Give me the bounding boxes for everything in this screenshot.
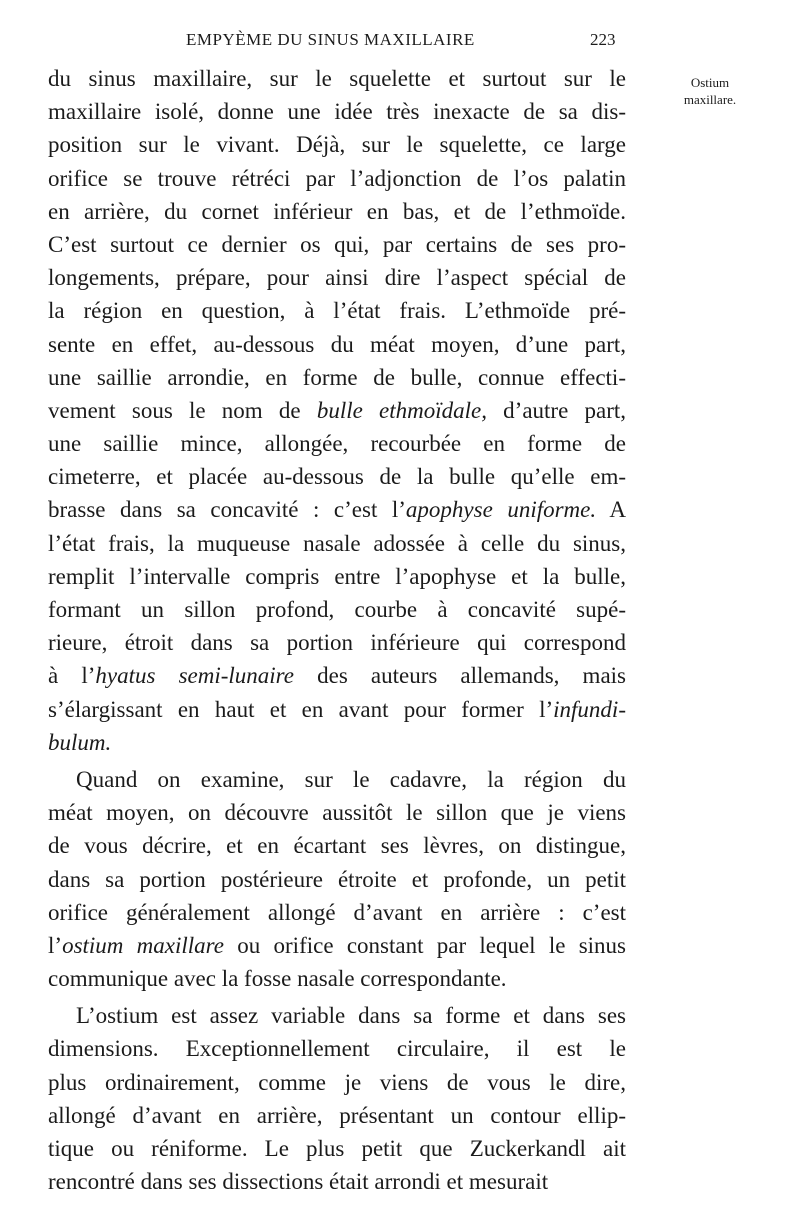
- text-run: l’: [48, 932, 63, 958]
- text-line: [48, 659, 626, 692]
- paragraph: [48, 999, 626, 1198]
- italic-term: ostium maxillare: [62, 932, 224, 958]
- text-line: [48, 62, 626, 95]
- text-run: cimeterre, et placée au-dessous de la bulle qu’elle em-: [48, 464, 626, 490]
- text-run: orifice généralement allongé d’avant en arrière : c’est: [48, 899, 626, 925]
- margin-note-line: maxillare.: [683, 92, 737, 107]
- text-line: [48, 726, 626, 759]
- text-line: [48, 195, 626, 228]
- italic-term: bulle ethmoïdale,: [316, 397, 487, 423]
- italic-term: hyatus semi-lunaire: [95, 663, 294, 689]
- text-run: des auteurs allemands, mais: [293, 663, 626, 689]
- margin-note: [650, 74, 770, 108]
- paragraph: [48, 763, 626, 995]
- text-run: orifice se trouve rétréci par l’adjonction de l’os palatin: [48, 165, 626, 191]
- text-run: position sur le vivant. Déjà, sur le squelette, ce large: [48, 132, 626, 158]
- text-line: [48, 693, 626, 726]
- text-line: [48, 863, 626, 896]
- margin-note-line: Ostium: [690, 75, 730, 90]
- text-run: dimensions. Exceptionnellement circulaire, il est le: [48, 1036, 626, 1062]
- text-run: formant un sillon profond, courbe à concavité supé-: [48, 597, 626, 622]
- text-line: [48, 896, 626, 929]
- text-line: [48, 427, 626, 460]
- text-run: à l’: [48, 663, 96, 689]
- text-run: méat moyen, on découvre aussitôt le sillon que je viens: [48, 800, 626, 826]
- text-run: vement sous le nom de: [48, 397, 317, 423]
- text-line: [48, 361, 626, 394]
- text-line: [48, 95, 626, 128]
- text-line: [48, 328, 626, 361]
- text-run: rieure, étroit dans sa portion inférieure qui correspond: [48, 630, 626, 656]
- text-run: allongé d’avant en arrière, présentant un contour ellip-: [48, 1102, 626, 1128]
- text-run: du sinus maxillaire, sur le squelette et surtout sur le: [48, 66, 626, 91]
- text-line: [48, 1066, 626, 1099]
- text-line: [48, 1099, 626, 1132]
- text-run: sente en effet, au-dessous du méat moyen, d’une part,: [48, 331, 626, 357]
- text-line: [48, 962, 626, 995]
- text-line: [48, 929, 626, 962]
- text-run: d’autre part,: [486, 397, 626, 423]
- body-text: [48, 62, 626, 1198]
- italic-term: bulum.: [48, 729, 112, 755]
- text-run: rencontré dans ses dissections était arrondi et mesurait: [48, 1169, 549, 1195]
- text-line: [48, 626, 626, 659]
- text-line: [48, 460, 626, 493]
- text-run: longements, prépare, pour ainsi dire l’aspect spécial de: [48, 265, 626, 291]
- text-run: plus ordinairement, comme je viens de vous le dire,: [48, 1069, 626, 1095]
- text-line: [48, 394, 626, 427]
- text-run: la région en question, à l’état frais. L’ethmoïde pré-: [48, 298, 626, 324]
- text-line: [48, 228, 626, 261]
- text-line: [48, 1032, 626, 1065]
- italic-term: apophyse uniforme.: [405, 497, 597, 523]
- running-head: EMPYÈME DU SINUS MAXILLAIRE: [186, 30, 475, 49]
- text-line: [48, 999, 626, 1032]
- text-line: [48, 1165, 626, 1198]
- text-run: s’élargissant en haut et en avant pour former l’: [48, 696, 554, 722]
- text-run: A: [596, 497, 626, 523]
- text-line: [48, 763, 626, 796]
- text-run: en arrière, du cornet inférieur en bas, et de l’ethmoïde.: [48, 198, 626, 224]
- text-run: Quand on examine, sur le cadavre, la région du: [76, 766, 626, 792]
- text-run: une saillie arrondie, en forme de bulle, connue effecti-: [48, 364, 626, 390]
- page-number: 223: [590, 30, 616, 49]
- text-run: brasse dans sa concavité : c’est l’: [48, 497, 406, 523]
- text-line: [48, 560, 626, 593]
- text-run: une saillie mince, allongée, recourbée en forme de: [48, 431, 626, 457]
- text-run: ou orifice constant par lequel le sinus: [223, 932, 627, 958]
- text-line: [48, 829, 626, 862]
- page-header: [0, 30, 800, 54]
- text-line: [48, 527, 626, 560]
- text-line: [48, 1132, 626, 1165]
- italic-term: infundi-: [553, 696, 626, 722]
- text-run: l’état frais, la muqueuse nasale adossée à celle du sinus,: [48, 530, 626, 556]
- text-line: [48, 294, 626, 327]
- text-run: tique ou réniforme. Le plus petit que Zuckerkandl ait: [48, 1136, 626, 1161]
- text-run: remplit l’intervalle compris entre l’apophyse et la bulle,: [48, 563, 626, 589]
- text-run: communique avec la fosse nasale correspondante.: [48, 966, 507, 992]
- text-run: de vous décrire, et en écartant ses lèvres, on distingue,: [48, 833, 626, 859]
- text-line: [48, 493, 626, 526]
- text-run: maxillaire isolé, donne une idée très inexacte de sa dis-: [48, 99, 626, 125]
- text-run: C’est surtout ce dernier os qui, par certains de ses pro-: [48, 231, 626, 257]
- text-run: dans sa portion postérieure étroite et profonde, un petit: [48, 866, 626, 892]
- text-line: [48, 162, 626, 195]
- text-line: [48, 593, 626, 626]
- text-line: [48, 128, 626, 161]
- text-line: [48, 796, 626, 829]
- text-line: [48, 261, 626, 294]
- text-run: L’ostium est assez variable dans sa forme et dans ses: [76, 1003, 626, 1029]
- paragraph: [48, 62, 626, 759]
